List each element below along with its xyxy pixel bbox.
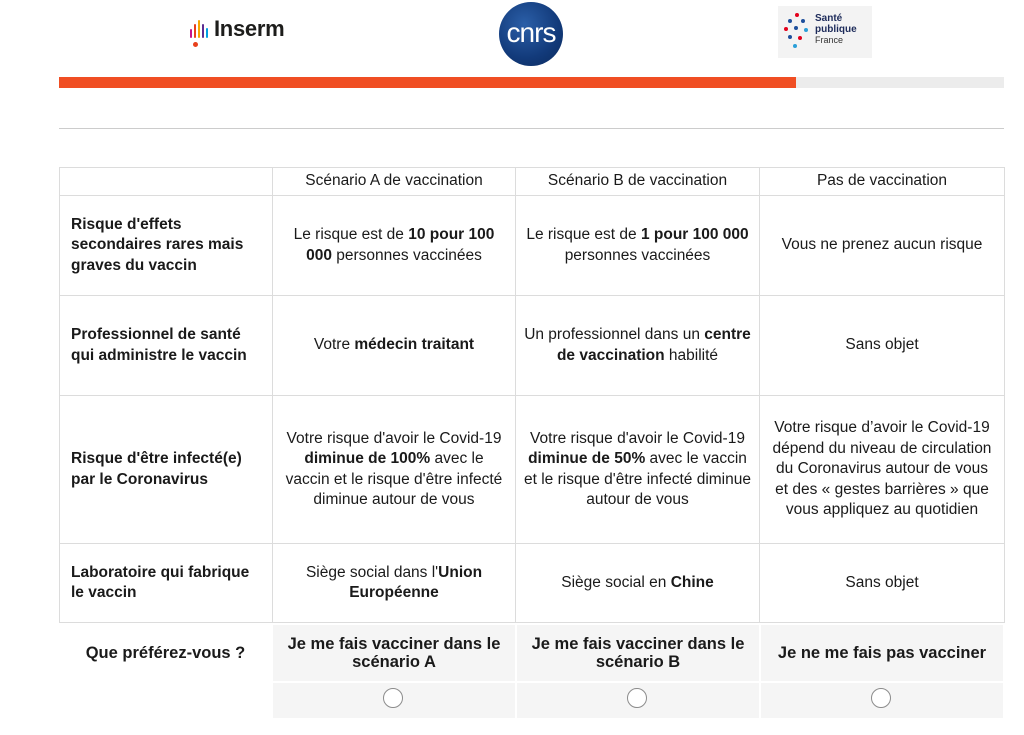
option-label: Je me fais vacciner dans le scénario B	[531, 635, 745, 671]
table-cell: Votre risque d'avoir le Covid-19 diminue de 50% avec le vaccin et le risque d'être infecté diminue autour de vous	[516, 396, 760, 544]
table-row-side-effects	[60, 196, 1005, 296]
row-label: Professionnel de santé qui administre le vaccin	[60, 296, 273, 396]
spf-line-2: publique	[815, 24, 857, 35]
table-cell: Sans objet	[760, 544, 1005, 623]
radio-scenario-b[interactable]	[627, 688, 647, 708]
sante-publique-france-logo	[778, 6, 872, 58]
table-cell: Siège social dans l'Union Européenne	[273, 544, 516, 623]
table-row-laboratory	[60, 544, 1005, 623]
survey-progress-fill	[59, 77, 796, 88]
table-cell: Votre médecin traitant	[273, 296, 516, 396]
option-divider	[517, 681, 759, 683]
option-divider	[761, 681, 1003, 683]
column-header-no-vaccination: Pas de vaccination	[760, 168, 1005, 196]
column-header-scenario-b: Scénario B de vaccination	[516, 168, 760, 196]
table-row-health-professional	[60, 296, 1005, 396]
spf-line-1: Santé	[815, 13, 843, 24]
table-cell: Vous ne prenez aucun risque	[760, 196, 1005, 296]
option-divider	[273, 681, 515, 683]
radio-no-vaccination[interactable]	[871, 688, 891, 708]
logo-header	[0, 0, 1024, 70]
column-header-scenario-a: Scénario A de vaccination	[273, 168, 516, 196]
option-scenario-b[interactable]	[517, 625, 759, 718]
option-label: Je ne me fais pas vacciner	[777, 644, 987, 662]
table-cell: Un professionnel dans un centre de vaccination habilité	[516, 296, 760, 396]
option-no-vaccination[interactable]	[761, 625, 1003, 718]
inserm-logo-text: Inserm	[214, 16, 285, 41]
table-cell: Votre risque d’avoir le Covid-19 dépend du niveau de circulation du Coronavirus autour de vous et des « gestes barrières » que vous appliquez au quotidien	[760, 396, 1005, 544]
table-cell: Votre risque d'avoir le Covid-19 diminue de 100% avec le vaccin et le risque d'être infecté diminue autour de vous	[273, 396, 516, 544]
row-label: Risque d'être infecté(e) par le Coronavirus	[60, 396, 273, 544]
preference-question	[59, 625, 1004, 718]
scenario-comparison-table	[59, 167, 1005, 623]
spf-logo-text	[815, 13, 857, 46]
inserm-logo	[190, 16, 284, 42]
question-label: Que préférez-vous ?	[85, 643, 246, 662]
radio-scenario-a[interactable]	[383, 688, 403, 708]
inserm-dot-icon	[193, 42, 198, 47]
survey-progress-bar	[59, 77, 1004, 88]
table-corner-cell	[60, 168, 273, 196]
option-label: Je me fais vacciner dans le scénario A	[287, 635, 501, 671]
table-row-infection-risk	[60, 396, 1005, 544]
inserm-bars-icon	[190, 18, 210, 38]
row-label: Risque d'effets secondaires rares mais graves du vaccin	[60, 196, 273, 296]
table-cell: Le risque est de 10 pour 100 000 personnes vaccinées	[273, 196, 516, 296]
option-scenario-a[interactable]	[273, 625, 515, 718]
spf-line-3: France	[815, 35, 844, 45]
row-label: Laboratoire qui fabrique le vaccin	[60, 544, 273, 623]
table-cell: Siège social en Chine	[516, 544, 760, 623]
header-divider	[59, 128, 1004, 129]
cnrs-logo-text: cnrs	[506, 17, 556, 48]
spf-dots-icon	[784, 13, 810, 51]
cnrs-logo	[499, 2, 563, 66]
table-header-row	[60, 168, 1005, 196]
table-cell: Le risque est de 1 pour 100 000 personnes vaccinées	[516, 196, 760, 296]
table-cell: Sans objet	[760, 296, 1005, 396]
